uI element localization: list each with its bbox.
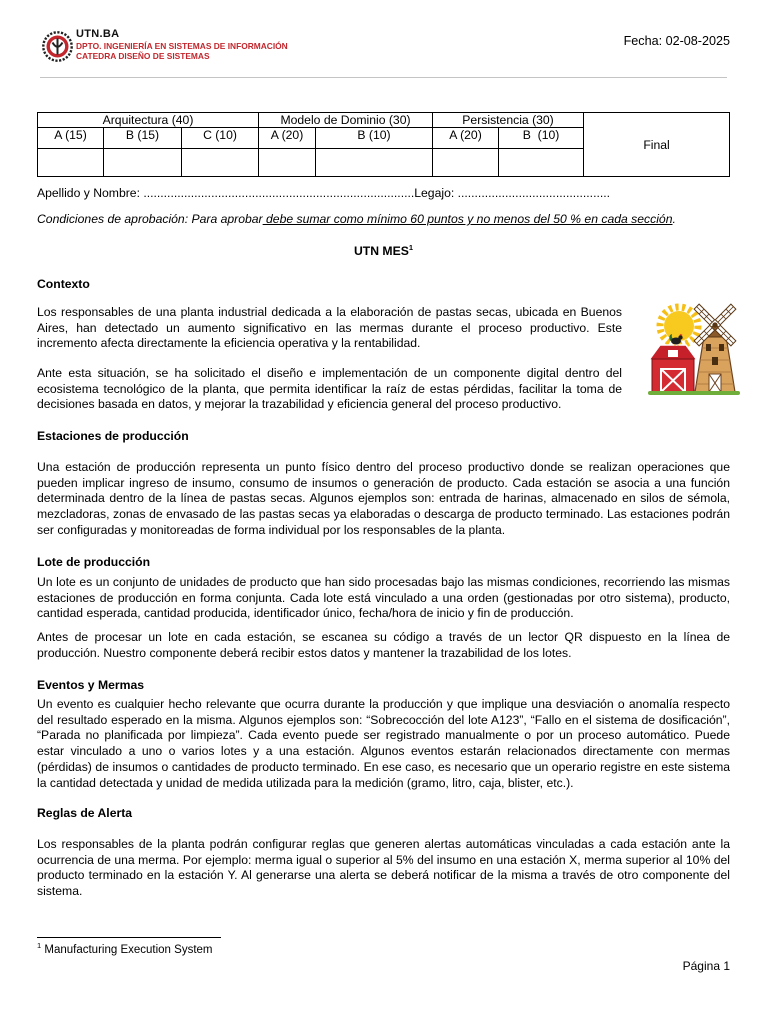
approval-suffix: . xyxy=(672,212,676,226)
department-name: DPTO. INGENIERÍA EN SISTEMAS DE INFORMACIÓN xyxy=(76,41,288,51)
section-heading-eventos: Eventos y Mermas xyxy=(37,678,145,692)
score-cell-modelo-a xyxy=(259,149,316,177)
page-number: Página 1 xyxy=(682,959,730,973)
section-heading-contexto: Contexto xyxy=(37,277,90,291)
chair-name: CATEDRA DISEÑO DE SISTEMAS xyxy=(76,51,210,61)
document-title xyxy=(37,244,730,260)
item-header-modelo-a: A (20) xyxy=(259,128,316,149)
farm-windmill-illustration xyxy=(648,296,740,398)
item-header-modelo-b: B (10) xyxy=(316,128,433,149)
section-header-arquitectura: Arquitectura (40) xyxy=(38,113,259,128)
score-cell-arquitectura-a xyxy=(38,149,104,177)
score-cell-modelo-b xyxy=(316,149,433,177)
barn-icon xyxy=(649,345,697,392)
utn-emblem-icon xyxy=(42,31,73,62)
footnote-mark: 1 xyxy=(37,941,42,951)
item-header-arquitectura-a: A (15) xyxy=(38,128,104,149)
document-title-text: UTN MES xyxy=(353,244,409,258)
name-field: Apellido y Nombre: ................................................................................ xyxy=(37,186,415,200)
paragraph-estaciones-1: Una estación de producción representa un punto físico dentro del proceso productivo donde se realizan operaciones que pueden implicar ingreso de insumo, consumo de insumos o generación de producto. Cada estación se asocia a una función determinada dentro de la línea de pastas secas. Algunos ejemplos son: entrada de harinas, almacenado en silos de sémola, mezcladoras, zonas de envasado de las pastas secas ya elaboradas o descarga de producto terminado. Las estaciones podrán ser configuradas y monitoreadas de forma individual por los responsables de la planta. xyxy=(37,460,730,537)
paragraph-lote-1: Un lote es un conjunto de unidades de producto que han sido procesadas bajo las mismas condiciones, recorriendo las mismas estaciones de producción en forma conjunta. Cada lote está vinculado a una orden (gestionadas por otro sistema), producto, cantidad esperada, cantidad producida, identificador único, fecha/hora de inicio y fin de producción. xyxy=(37,575,730,621)
final-grade-cell: Final xyxy=(584,113,730,177)
item-header-persistencia-b: B (10) xyxy=(499,128,584,149)
brand-wordmark: UTN.BA xyxy=(76,28,120,40)
score-cell-persistencia-b xyxy=(499,149,584,177)
section-heading-lote: Lote de producción xyxy=(37,555,151,569)
score-cell-persistencia-a xyxy=(433,149,499,177)
paragraph-lote-2: Antes de procesar un lote en cada estación, se escanea su código a través de un lector QR dispuesto en la línea de producción. Nuestro componente deberá recibir estos datos y mantener la trazabilidad de los lotes. xyxy=(37,630,730,660)
section-heading-estaciones: Estaciones de producción xyxy=(37,429,189,443)
section-heading-reglas: Reglas de Alerta xyxy=(37,806,133,820)
footnote xyxy=(37,943,212,957)
exam-date: Fecha: 02-08-2025 xyxy=(623,34,730,48)
legajo-field: Legajo: ............................................. xyxy=(414,186,610,200)
approval-emphasis: debe sumar como mínimo 60 puntos y no menos del 50 % en cada sección xyxy=(262,212,673,226)
header-divider xyxy=(40,77,727,78)
paragraph-contexto-2: Ante esta situación, se ha solicitado el diseño e implementación de un componente digital dentro del ecosistema tecnológico de la planta, que permita identificar la raíz de estas pérdidas, facilitar la toma de decisiones basada en datos, y mejorar la trazabilidad y eficiencia general del proceso productivo. xyxy=(37,366,622,412)
item-header-arquitectura-c: C (10) xyxy=(182,128,259,149)
item-header-arquitectura-b: B (15) xyxy=(104,128,182,149)
title-footnote-mark: 1 xyxy=(408,242,413,252)
paragraph-contexto-1: Los responsables de una planta industrial dedicada a la elaboración de pastas secas, ubicada en Buenos Aires, han detectado un aumento significativo en las mermas durante el proceso productivo. Este incremento afecta directamente la eficiencia operativa y la rentabilidad. xyxy=(37,305,622,351)
section-header-persistencia: Persistencia (30) xyxy=(433,113,584,128)
grass xyxy=(648,391,740,395)
windmill-icon xyxy=(694,304,736,392)
grading-table-section-row xyxy=(38,113,730,128)
approval-conditions xyxy=(37,212,676,228)
score-cell-arquitectura-c xyxy=(182,149,259,177)
paragraph-reglas-1: Los responsables de la planta podrán configurar reglas que generen alertas automáticas vinculadas a cada estación ante la ocurrencia de una merma. Por ejemplo: merma igual o superior al 5% del insumo en una estación X, merma superior al 10% del producto terminado en la estación Y. Al generarse una alerta se deberá notificar de la misma a través de otro componente del sistema. xyxy=(37,837,730,899)
item-header-persistencia-a: A (20) xyxy=(433,128,499,149)
paragraph-eventos-1: Un evento es cualquier hecho relevante que ocurra durante la producción y que implique una desviación o anomalía respecto del resultado esperado en la misma. Algunos ejemplos son: “Sobrecocción del lote A123”, “Fallo en el sistema de dosificación”, “Parada no planificada por limpieza”. Cada evento puede ser registrado manualmente o por un proceso automático. Puede estar vinculado a uno o varios lotes y a una estación. Algunos eventos estarán relacionados directamente con mermas (pérdidas) de insumos o cantidades de producto terminado. En ese caso, es necesario que un operario registre en este sistema la cantidad detectada y unidad de medida utilizada para la medición (gramo, litro, caja, blister, etc.). xyxy=(37,697,730,790)
grading-table xyxy=(37,112,730,177)
footnote-text: Manufacturing Execution System xyxy=(44,944,213,956)
student-fields xyxy=(37,186,610,202)
section-header-modelo-dominio: Modelo de Dominio (30) xyxy=(259,113,433,128)
score-cell-arquitectura-b xyxy=(104,149,182,177)
footnote-separator xyxy=(37,937,221,938)
approval-prefix: Condiciones de aprobación: Para aprobar xyxy=(37,212,263,226)
